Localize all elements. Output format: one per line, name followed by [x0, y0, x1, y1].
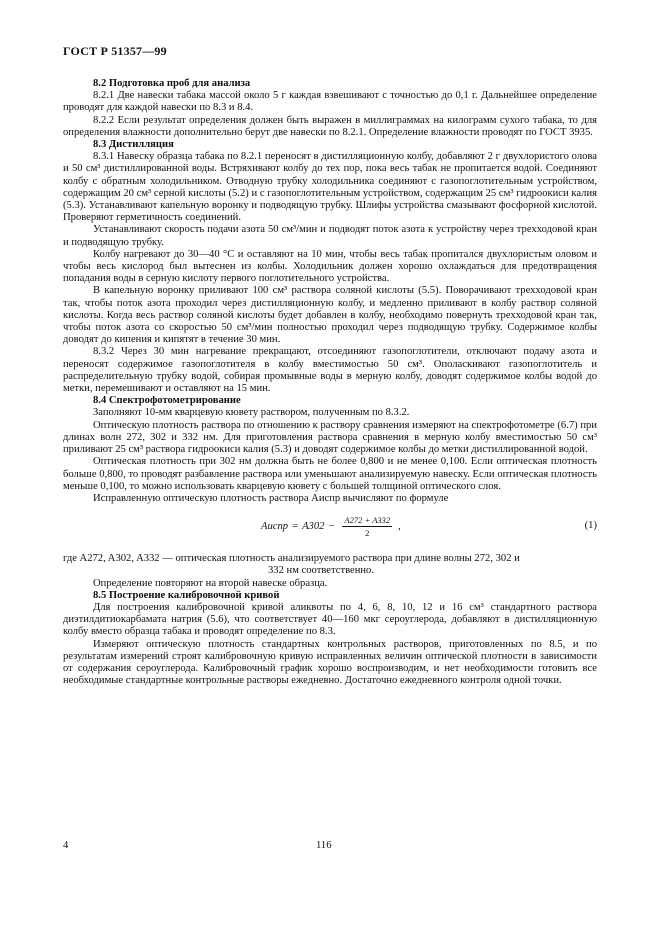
paragraph-8-3-1: 8.3.1 Навеску образца табака по 8.2.1 переносят в дистилляционную колбу, добавляют 2 г двухлористого олова и 50 см³ дистиллированной воды. Встряхивают колбу до тех пор, пока весь табак не пропитается водой. Соединяют колбу с обратным холодильником. Отводную трубку холодильника соединяют с газопоглотительным устройством, содержащим 20 см³ серной кислоты (5.2) и с газопоглотительным устройством, содержащим 25 см³ гидроокиси калия (5.3). Устанавливают капельную воронку и подводящую трубку. Шлифы устройства смазывают фосфорной кислотой. Проверяют герметичность соединений. [63, 151, 597, 224]
paragraph-8-3-nitrogen: Устанавливают скорость подачи азота 50 см³/мин и подводят поток азота к устройству через трехходовой кран и подводящую трубку. [63, 224, 597, 248]
section-heading-8-4: 8.4 Спектрофотометрирование [93, 395, 241, 407]
page-number-center: 116 [316, 840, 332, 851]
formula-equals: = [292, 520, 299, 532]
paragraph-8-2-2: 8.2.2 Если результат определения должен быть выражен в миллиграммах на килограмм сухого табака, то для определения влажности дополнительно берут две навески по 8.2.1. Определение влажности проводят по ГОСТ 3935. [63, 114, 597, 138]
formula-fraction [342, 515, 392, 538]
paragraph-8-2-1: 8.2.1 Две навески табака массой около 5 г каждая взвешивают с точностью до 0,1 г. Дальнейшее определение проводят для каждой навески по 8.3 и 8.4. [63, 90, 597, 114]
section-heading-8-3: 8.3 Дистилляция [93, 139, 174, 151]
formula-minus: − [328, 520, 335, 532]
section-heading-8-5: 8.5 Построение калибровочной кривой [93, 589, 280, 601]
paragraph-8-3-acid: В капельную воронку приливают 100 см³ раствора соляной кислоты (5.5). Поворачивают трехходовой кран так, чтобы поток азота проходил через дистилляционную колбу, и медленно приливают в колбу раствор соляной кислоты. Когда весь раствор соляной кислоты будет добавлен в колбу, необходимо повернуть трехходовой кран так, чтобы поток азота со скоростью 50 см³/мин полностью проходил через подводящую трубку. Содержимое колбы доводят до кипения и кипятят в течение 30 мин. [63, 285, 597, 346]
paragraph-8-5-calibration: Измеряют оптическую плотность стандартных контрольных растворов, приготовленных по 8.5, и по результатам измерений строят калибровочную кривую исправленных величин оптической плотности в зависимости от содержания сероуглерода. Калибровочный график хорошо воспроизводим, и нет необходимости готовить все необходимые стандартные контрольные растворы ежедневно. Достаточно ежедневного контроля одной точки. [63, 638, 597, 687]
paragraph-8-3-2: 8.3.2 Через 30 мин нагревание прекращают, отсоединяют газопоглотители, отключают подачу азота и переносят содержимое газопоглотителя в колбу вместимостью 50 см³. Ополаскивают газопоглотитель и распределительную трубку водой, собирая промывные воды в мерную колбу, доводят содержимое колбы водой до метки, перемешивают и оставляют на 15 мин. [63, 346, 597, 395]
formula-a302: A302 [302, 520, 325, 532]
formula-number: (1) [584, 520, 597, 532]
paragraph-8-4-formula-intro: Исправленную оптическую плотность раствора Aиспр вычисляют по формуле [93, 492, 449, 504]
paragraph-8-5-aliquots: Для построения калибровочной кривой аликвоты по 4, 6, 8, 10, 12 и 16 см³ стандартного раствора диэтилдитиокарбамата натрия (5.6), что соответствует 40—160 мкг сероуглерода, добавляют в дистилляционную колбу вместо образца табака и проводят определение по 8.3. [63, 601, 597, 638]
paragraph-8-4-repeat: Определение повторяют на второй навеске образца. [93, 577, 328, 589]
page-number-left: 4 [63, 840, 69, 851]
formula-comma: , [398, 520, 401, 532]
formula-where-line1: где A272, A302, A332 — оптическая плотность анализируемого раствора при длине волны 272, 302 и [63, 553, 520, 565]
document-body [63, 78, 597, 687]
paragraph-8-4-limits: Оптическая плотность при 302 нм должна быть не более 0,800 и не менее 0,100. Если оптическая плотность больше 0,800, то проводят разбавление раствора или уменьшают анализируемую навеску. Если оптическая плотность меньше 0,100, то можно использовать кварцевую кювету с большей толщиной оптического слоя. [63, 456, 597, 492]
paragraph-8-4-cuvette: Заполняют 10-мм кварцевую кювету раствором, полученным по 8.3.2. [93, 407, 410, 419]
formula-denominator: 2 [365, 528, 370, 539]
formula-block [63, 509, 597, 547]
formula-numerator: A272 + A332 [344, 515, 391, 526]
formula-expression [261, 515, 401, 538]
document-standard-number: ГОСТ Р 51357—99 [63, 44, 167, 58]
section-heading-8-2: 8.2 Подготовка проб для анализа [93, 78, 251, 89]
formula-where-line2: 332 нм соответственно. [268, 565, 375, 577]
paragraph-8-3-heating: Колбу нагревают до 30—40 °С и оставляют на 10 мин, чтобы весь табак пропитался двухлористым оловом и чтобы весь кислород был вытеснен из колбы. Холодильник должен хорошо охлаждаться для предотвращения попадания воды в серную кислоту первого поглотительного устройства. [63, 248, 597, 285]
formula-lhs: Aиспр [261, 520, 289, 532]
paragraph-8-4-measure: Оптическую плотность раствора по отношению к раствору сравнения измеряют на спектрофотометре (6.7) при длинах волн 272, 302 и 332 нм. Для приготовления раствора сравнения в мерную колбу вместимостью 50 см³ приливают 25 см³ раствора гидроокиси калия (5.3) и доводят содержимое колбы до метки дистиллированной водой. [63, 419, 597, 456]
